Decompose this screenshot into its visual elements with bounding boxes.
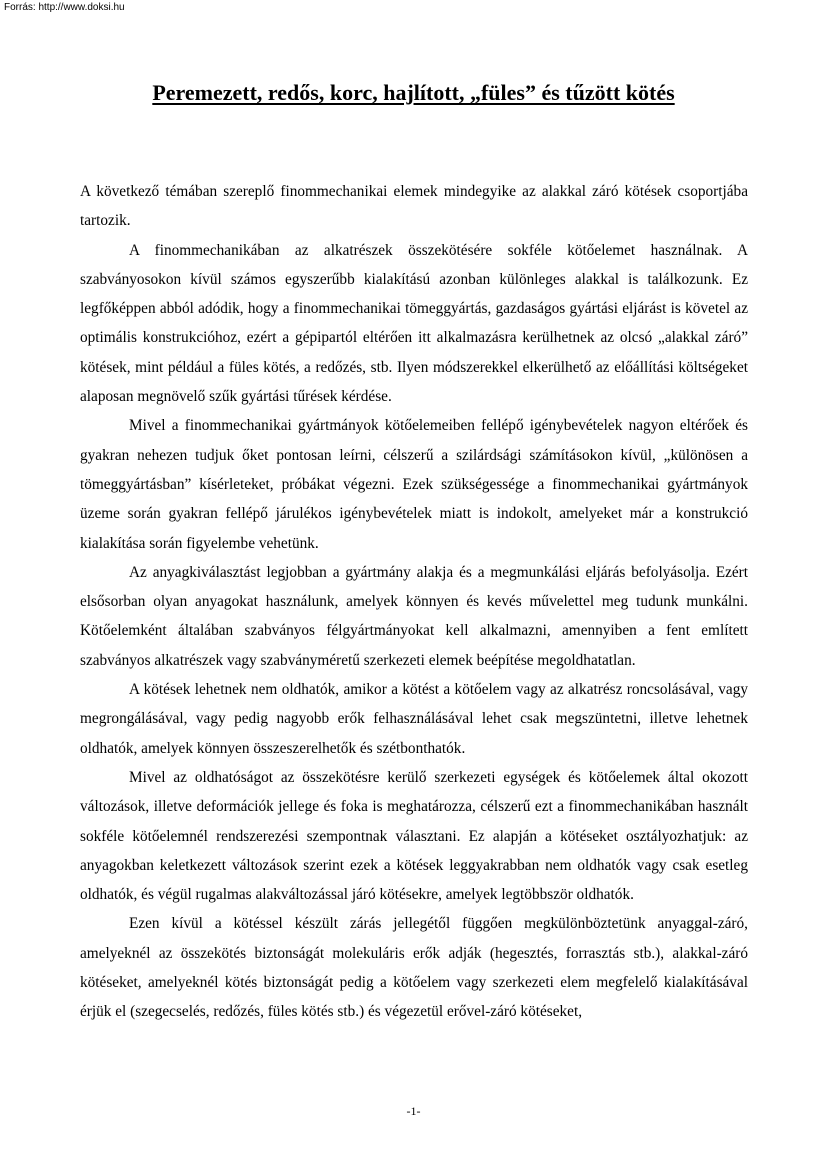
document-body <box>80 177 748 1027</box>
page-title: Peremezett, redős, korc, hajlított, „füles” és tűzött kötés <box>152 80 675 105</box>
paragraph: Mivel az oldhatóságot az összekötésre kerülő szerkezeti egységek és kötőelemek által okozott változások, illetve deformációk jellege és foka is meghatározza, célszerű ezt a finommechanikában használt sokféle kötőelemnél rendszerezési szempontnak választani. Ez alapján a kötéseket osztályozhatjuk: az anyagokban keletkezett változások szerint ezek a kötések leggyakrabban nem oldhatók vagy csak esetleg oldhatók, és végül rugalmas alakváltozással járó kötésekre, amelyek legtöbbször oldhatók. <box>80 768 748 904</box>
paragraph: Mivel a finommechanikai gyártmányok kötőelemeiben fellépő igénybevételek nagyon eltérőek és gyakran nehezen tudjuk őket pontosan leírni, célszerű a szilárdsági számításokon kívül, „különösen a tömeggyártásban” kísérleteket, próbákat végezni. Ezek szükségessége a finommechanikai gyártmányok üzeme során gyakran fellépő járulékos igénybevételek miatt is indokolt, amelyeket már a konstrukció kialakítása során figyelembe vehetünk. <box>80 417 748 552</box>
paragraph: Az anyagkiválasztást legjobban a gyártmány alakja és a megmunkálási eljárás befolyásolja. Ezért elsősorban olyan anyagokat használunk, amelyek könnyen és kevés művelettel meg tudunk munkálni. Kötőelemként általában szabványos félgyártmányokat kell alkalmazni, amennyiben a fent említett szabványos alkatrészek vagy szabványméretű szerkezeti elemek beépítése megoldhatatlan. <box>80 563 748 669</box>
paragraph: A finommechanikában az alkatrészek összekötésére sokféle kötőelemet használnak. A szabványosokon kívül számos egyszerűbb kialakítású azonban különleges alakkal is találkozunk. Ez legfőképpen abból adódik, hogy a finommechanikai tömeggyártás, gazdaságos gyártási eljárást is követel az optimális konstrukcióhoz, ezért a gépipartól eltérően itt alkalmazásra kerülhetnek az olcsó „alakkal záró” kötések, mint például a füles kötés, a redőzés, stb. Ilyen módszerekkel elkerülhető az előállítási költségeket alaposan megnövelő szűk gyártási tűrések kérdése. <box>80 241 748 406</box>
paragraph: A következő témában szereplő finommechanikai elemek mindegyike az alakkal záró kötések csoportjába tartozik. <box>80 183 748 230</box>
paragraph: Ezen kívül a kötéssel készült zárás jellegétől függően megkülönböztetünk anyaggal-záró, amelyeknél az összekötés biztonságát molekuláris erők adják (hegesztés, forrasztás stb.), alakkal-záró kötéseket, amelyeknél kötés biztonságát pedig a kötőelem vagy szerkezeti elem megfelelő kialakításával érjük el (szegecselés, redőzés, füles kötés stb.) és végezetül erővel-záró kötéseket, <box>80 915 748 1021</box>
paragraph: A kötések lehetnek nem oldhatók, amikor a kötést a kötőelem vagy az alkatrész roncsolásával, vagy megrongálásával, vagy pedig nagyobb erők felhasználásával lehet csak megszüntetni, illetve lehetnek oldhatók, amelyek könnyen összeszerelhetők és szétbonthatók. <box>80 681 748 757</box>
source-label: Forrás: http://www.doksi.hu <box>4 2 125 13</box>
page-number: -1- <box>406 1104 421 1118</box>
